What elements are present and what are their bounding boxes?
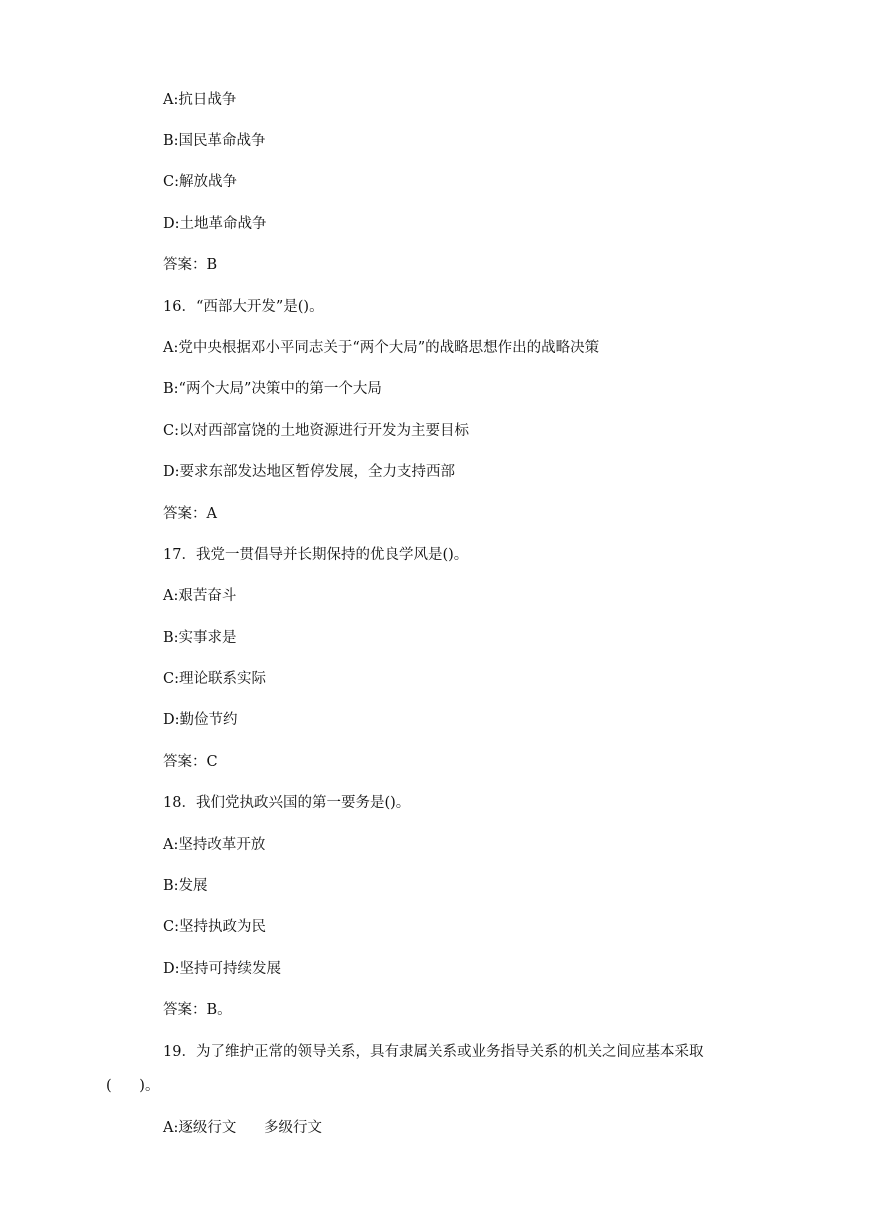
q18-question: 18．我们党执政兴国的第一要务是()。 bbox=[163, 795, 411, 811]
q15-option-b: B:国民革命战争 bbox=[163, 133, 266, 149]
q15-option-c: C:解放战争 bbox=[163, 174, 237, 190]
q18-option-d: D:坚持可持续发展 bbox=[163, 961, 282, 977]
q17-answer: 答案：C bbox=[163, 754, 218, 770]
q16-question: 16．“西部大开发”是()。 bbox=[163, 299, 324, 315]
q16-option-c: C:以对西部富饶的土地资源进行开发为主要目标 bbox=[163, 423, 469, 439]
q15-answer: 答案：B bbox=[163, 257, 218, 273]
q15-option-d: D:土地革命战争 bbox=[163, 216, 267, 232]
q17-option-d: D:勤俭节约 bbox=[163, 712, 238, 728]
q17-option-a: A:艰苦奋斗 bbox=[163, 588, 237, 604]
q18-option-c: C:坚持执政为民 bbox=[163, 919, 266, 935]
q19-question-line1: 19．为了维护正常的领导关系，具有隶属关系或业务指导关系的机关之间应基本采取 bbox=[163, 1044, 704, 1060]
q19-option-a: A:逐级行文 多级行文 bbox=[163, 1120, 323, 1136]
q16-option-a: A:党中央根据邓小平同志关于“两个大局”的战略思想作出的战略决策 bbox=[163, 340, 600, 356]
q19-question-line2: ( )。 bbox=[106, 1078, 160, 1094]
q15-option-a: A:抗日战争 bbox=[163, 92, 237, 108]
q16-option-b: B:“两个大局”决策中的第一个大局 bbox=[163, 381, 382, 397]
q18-option-b: B:发展 bbox=[163, 878, 208, 894]
q16-answer: 答案：A bbox=[163, 506, 217, 522]
q16-option-d: D:要求东部发达地区暂停发展，全力支持西部 bbox=[163, 464, 456, 480]
q18-option-a: A:坚持改革开放 bbox=[163, 837, 266, 853]
q17-option-c: C:理论联系实际 bbox=[163, 671, 266, 687]
q17-question: 17．我党一贯倡导并长期保持的优良学风是()。 bbox=[163, 547, 469, 563]
q18-answer: 答案：B。 bbox=[163, 1002, 232, 1018]
q17-option-b: B:实事求是 bbox=[163, 630, 237, 646]
